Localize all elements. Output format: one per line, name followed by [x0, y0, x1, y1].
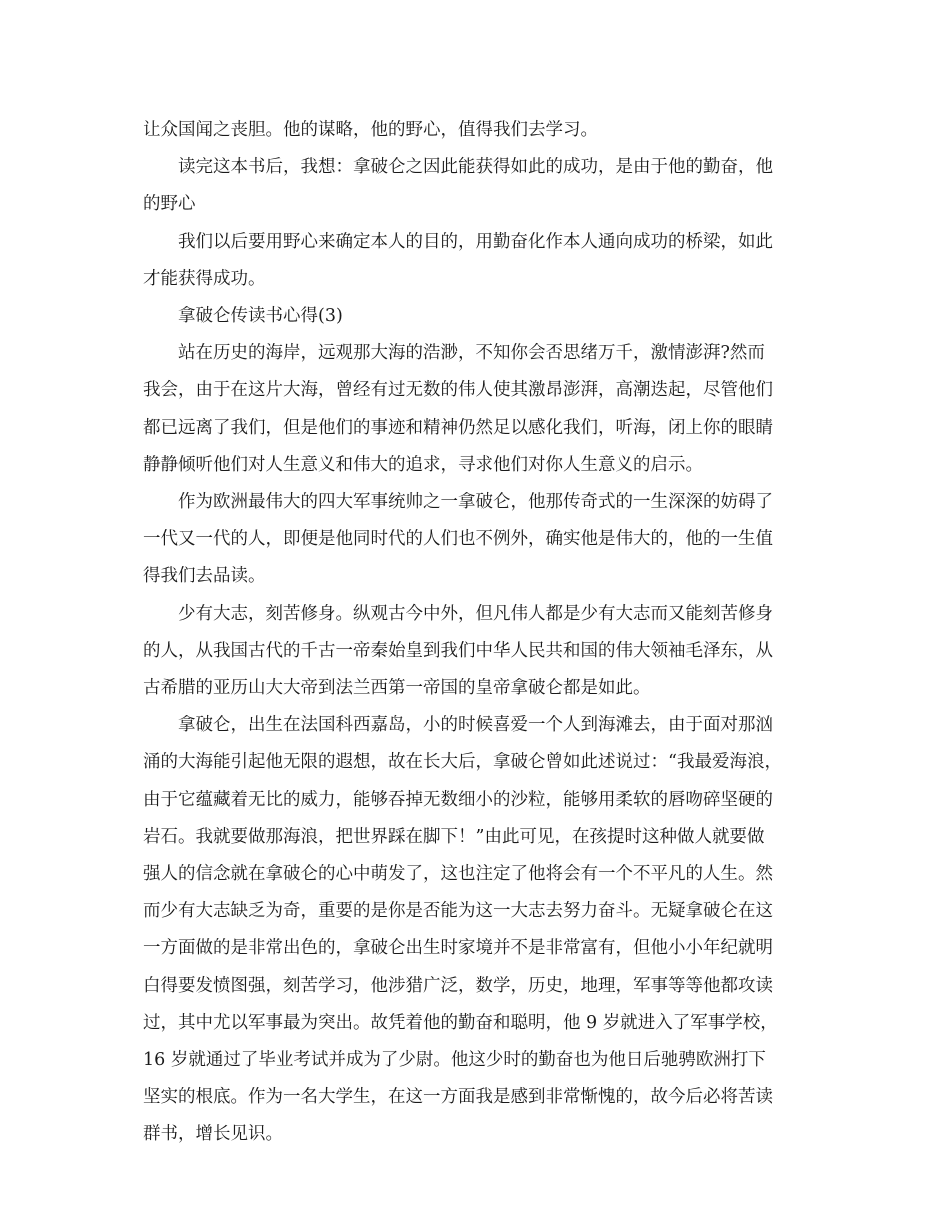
document-body: [143, 112, 813, 1154]
section-heading: 拿破仑传读书心得(3): [178, 306, 343, 327]
paragraph: 读完这本书后，我想：拿破仑之因此能获得如此的成功，是由于他的勤奋，他 的野心: [143, 157, 773, 215]
paragraph: 站在历史的海岸，远观那大海的浩渺，不知你会否思绪万千，激情澎湃?然而 我会，由于在这片大海，曾经有过无数的伟人使其激昂澎湃，高潮迭起，尽管他们 都已远离了我们，但是他们的事迹和精神仍然足以感化我们，听海，闭上你的眼睛 静静倾听他们对人生意义和伟大的追求，寻求他们对你人生意义的启示。: [143, 343, 773, 475]
paragraph-continuation: 让众国闻之丧胆。他的谋略，他的野心，值得我们去学习。: [143, 120, 598, 140]
paragraph: 作为欧洲最伟大的四大军事统帅之一拿破仑，他那传奇式的一生深深的妨碍了 一代又一代的人，即便是他同时代的人们也不例外，确实他是伟大的，他的一生值 得我们去品读。: [143, 492, 773, 587]
paragraph: 我们以后要用野心来确定本人的目的，用勤奋化作本人通向成功的桥梁，如此 才能获得成功。: [143, 231, 773, 289]
paragraph: 拿破仑，出生在法国科西嘉岛，小的时候喜爱一个人到海滩去，由于面对那汹 涌的大海能引起他无限的遐想，故在长大后，拿破仑曾如此述说过：“我最爱海浪， 由于它蕴藏着无比的威力，能够吞掉无数细小的沙粒，能够用柔软的唇吻碎坚硬的 岩石。我就要做那海浪，把世界踩在脚下！”由此可见，在孩提时这种做人就要做 强人的信念就在拿破仑的心中萌发了，这也注定了他将会有一个不平凡的人生。然 而少有大志缺乏为奇，重要的是你是否能为这一大志去努力奋斗。无疑拿破仑在这 一方面做的是非常出色的，拿破仑出生时家境并不是非常富有，但他小小年纪就明 白得要发愤图强，刻苦学习，他涉猎广泛，数学，历史，地理，军事等等他都攻读 过，其中尤以军事最为突出。故凭着他的勤奋和聪明，他 9 岁就进入了军事学校， 16 岁就通过了毕业考试并成为了少尉。他这少时的勤奋也为他日后驰骋欧洲打下 坚实的根底。作为一名大学生，在这一方面我是感到非常惭愧的，故今后必将苦读 群书，增长见识。: [143, 715, 782, 1145]
paragraph: 少有大志，刻苦修身。纵观古今中外，但凡伟人都是少有大志而又能刻苦修身 的人，从我国古代的千古一帝秦始皇到我们中华人民共和国的伟大领袖毛泽东，从 古希腊的亚历山大大帝到法兰西第一帝国的皇帝拿破仑都是如此。: [143, 603, 773, 699]
